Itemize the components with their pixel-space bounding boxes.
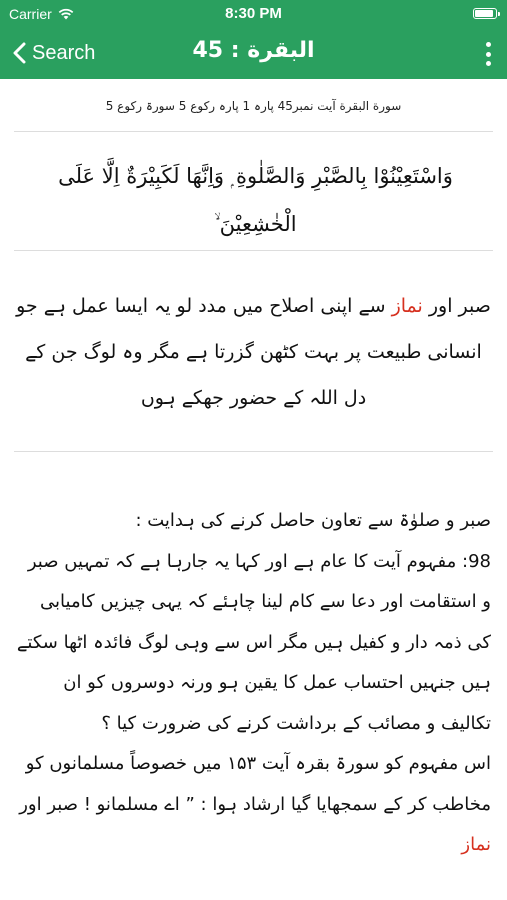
- carrier-label: Carrier: [9, 6, 52, 22]
- highlight-word: نماز: [461, 834, 491, 855]
- tafseer-paragraph: 98: مفہوم آیت کا عام ہے اور کہا یہ جارہا ہے کہ تمہیں صبر و استقامت اور دعا سے کام لینا چاہئے کہ یہی چیزیں کامیابی کی ذمہ دار و کفیل ہیں مگر اس سے وہی لوگ فائدہ اٹھا سکتے ہیں جنہیں احتساب عمل کا یقین ہو ورنہ دوسروں کو ان تکالیف و مصائب کے برداشت کرنے کی ضرورت کیا ؟: [16, 550, 491, 734]
- tafseer-text: اس مفہوم کو سورۃ بقرہ آیت ۱۵۳ میں خصوصاً مسلمانوں کو مخاطب کر کے سمجھایا گیا ارشاد ہوا : ” اے مسلمانو ! صبر اور: [19, 753, 491, 815]
- divider: [14, 131, 493, 132]
- more-options-button[interactable]: [483, 42, 493, 66]
- more-dot-icon: [486, 52, 491, 57]
- divider: [14, 250, 493, 251]
- tafseer-section: [16, 501, 491, 866]
- navigation-bar: [0, 28, 507, 79]
- app-header: [0, 0, 507, 79]
- urdu-translation: [16, 283, 491, 421]
- tafseer-paragraph: [16, 744, 491, 866]
- battery-icon: [473, 8, 497, 19]
- back-label: Search: [32, 41, 96, 64]
- more-dot-icon: [486, 61, 491, 66]
- arabic-verse: وَاسْتَعِيْنُوْا بِالصَّبْرِ وَالصَّلٰوةِ ۭ وَاِنَّهَا لَكَبِيْرَةٌ اِلَّا عَلَى الْخٰشِعِيْنَ ۙ: [58, 164, 453, 236]
- more-dot-icon: [486, 42, 491, 47]
- highlight-word: نماز: [391, 295, 423, 317]
- translation-text: صبر اور: [422, 295, 491, 317]
- page-title: البقرة : 45: [192, 38, 315, 63]
- status-time: 8:30 PM: [225, 5, 282, 22]
- status-bar: [0, 0, 507, 28]
- translation-text: سے اپنی اصلاح میں مدد لو یہ ایسا عمل ہے جو انسانی طبیعت پر بہت کٹھن گزرتا ہے مگر وہ لوگ جن کے دل اللہ کے حضور جھکے ہوں: [16, 295, 482, 409]
- tafseer-heading: صبر و صلوٰۃ سے تعاون حاصل کرنے کی ہدایت :: [135, 510, 491, 531]
- battery-level: [475, 10, 493, 17]
- divider: [14, 451, 493, 452]
- verse-reference: سورة البقرة آیت نمبر45 پارہ 1 پارہ رکوع 5 سورۃ رکوع 5: [105, 99, 402, 113]
